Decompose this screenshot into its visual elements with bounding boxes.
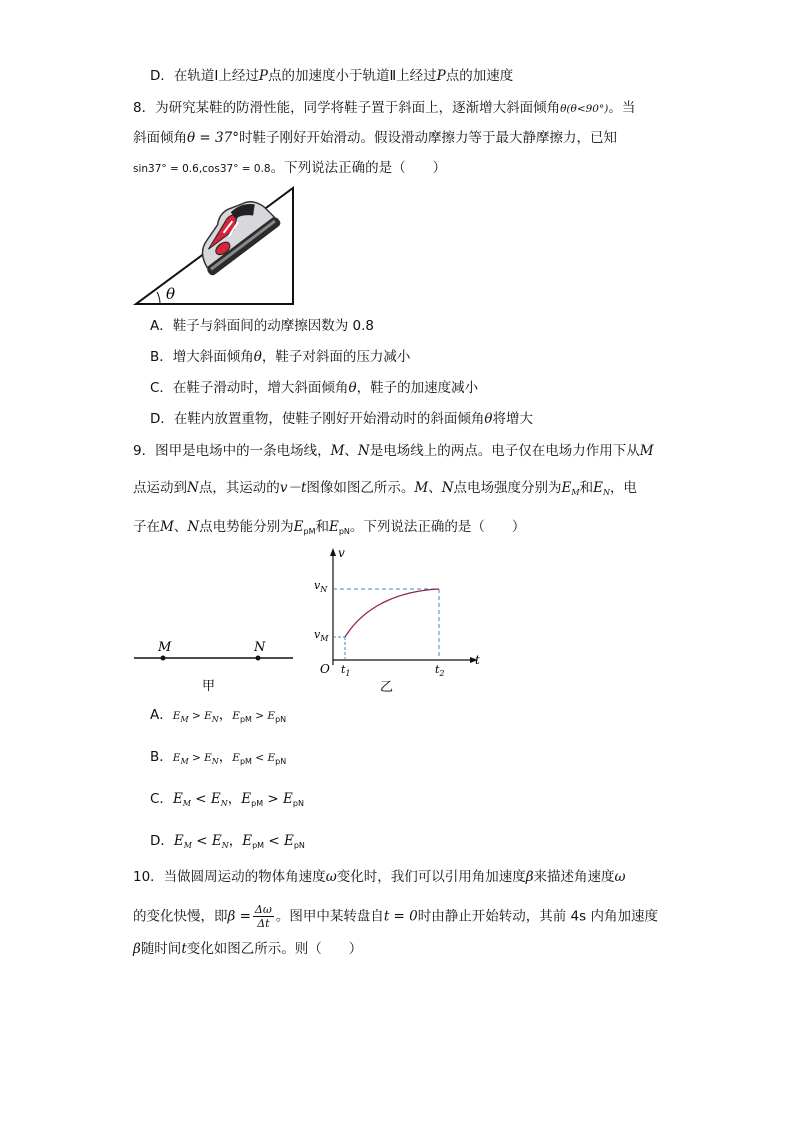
velocity-curve: [345, 589, 439, 637]
point-n: [256, 656, 261, 661]
angle-arc: [157, 292, 160, 304]
q10-stem-line1: 10．当做圆周运动的物体角速度ω变化时，我们可以引用角加速度β来描述角速度ω: [133, 869, 626, 885]
vm-label: $v_M$: [314, 628, 329, 643]
q9-stem-line2: 点运动到N点，其运动的v－t图像如图乙所示。M、N点电场强度分别为$E_M$和$E_N$，电: [133, 480, 637, 497]
delta-fraction: $\frac{\Delta\omega}{\Delta t}$: [254, 903, 272, 930]
q9-stem-line1: 9．图甲是电场中的一条电场线，M、N是电场线上的两点。电子仅在电场力作用下从M: [133, 443, 654, 459]
caption-jia: 甲: [202, 679, 216, 694]
q7-option-d: D．在轨道Ⅰ上经过P点的加速度小于轨道Ⅱ上经过P点的加速度: [150, 68, 514, 84]
q10-stem-line2: 的变化快慢，即β = $\frac{\Delta\omega}{\Delta t}$ 。图甲中某转盘自t = 0时由静止开始转动，其前 4s 内角加速度: [133, 903, 658, 930]
t1-label: $t_1$: [341, 663, 351, 678]
v-axis-label: v: [338, 546, 345, 560]
theta-label: θ: [166, 285, 176, 303]
q9-option-d: D．$E_M < E_N$，$E_{pM} < E_{pN}$: [150, 833, 305, 850]
t-axis-label: t: [475, 653, 480, 667]
q8-stem-line1: 8．为研究某鞋的防滑性能，同学将鞋子置于斜面上，逐渐增大斜面倾角θ(θ<90°)。当: [133, 100, 636, 116]
q8-option-a: A．鞋子与斜面间的动摩擦因数为 0.8: [150, 318, 374, 334]
origin-label: O: [320, 662, 330, 676]
q9-figure-yi: [310, 545, 490, 695]
q9-stem-line3: 子在M、N点电势能分别为$E_{pM}$和$E_{pN}$。下列说法正确的是（ ）: [133, 519, 526, 536]
v-axis-arrow: [330, 548, 336, 556]
label-m: M: [158, 640, 172, 655]
vn-label: $v_N$: [314, 579, 328, 594]
q8-stem-line2: 斜面倾角θ = 37°时鞋子刚好开始滑动。假设滑动摩擦力等于最大静摩擦力，已知: [133, 130, 617, 146]
q8-option-c: C．在鞋子滑动时，增大斜面倾角θ，鞋子的加速度减小: [150, 380, 479, 396]
point-m: [161, 656, 166, 661]
q9-option-c: C．$E_M < E_N$，$E_{pM} > E_{pN}$: [150, 791, 304, 808]
q8-incline-figure: [130, 182, 300, 310]
q8-option-d: D．在鞋内放置重物，使鞋子刚好开始滑动时的斜面倾角θ将增大: [150, 411, 534, 427]
q8-option-b: B．增大斜面倾角θ，鞋子对斜面的压力减小: [150, 349, 411, 365]
shoe-icon: [185, 188, 282, 276]
q9-option-a: A．$E_M > E_N$，$E_{pM} > E_{pN}$: [150, 707, 287, 724]
q9-figure-jia: [130, 636, 300, 696]
q10-stem-line3: β随时间t变化如图乙所示。则（ ）: [133, 941, 363, 957]
label-n: N: [254, 640, 266, 655]
q8-stem-line3: sin37° = 0.6,cos37° = 0.8。下列说法正确的是（ ）: [133, 160, 447, 176]
caption-yi: 乙: [380, 680, 394, 695]
q9-option-b: B．$E_M > E_N$，$E_{pM} < E_{pN}$: [150, 749, 287, 766]
t2-label: $t_2$: [435, 663, 445, 678]
